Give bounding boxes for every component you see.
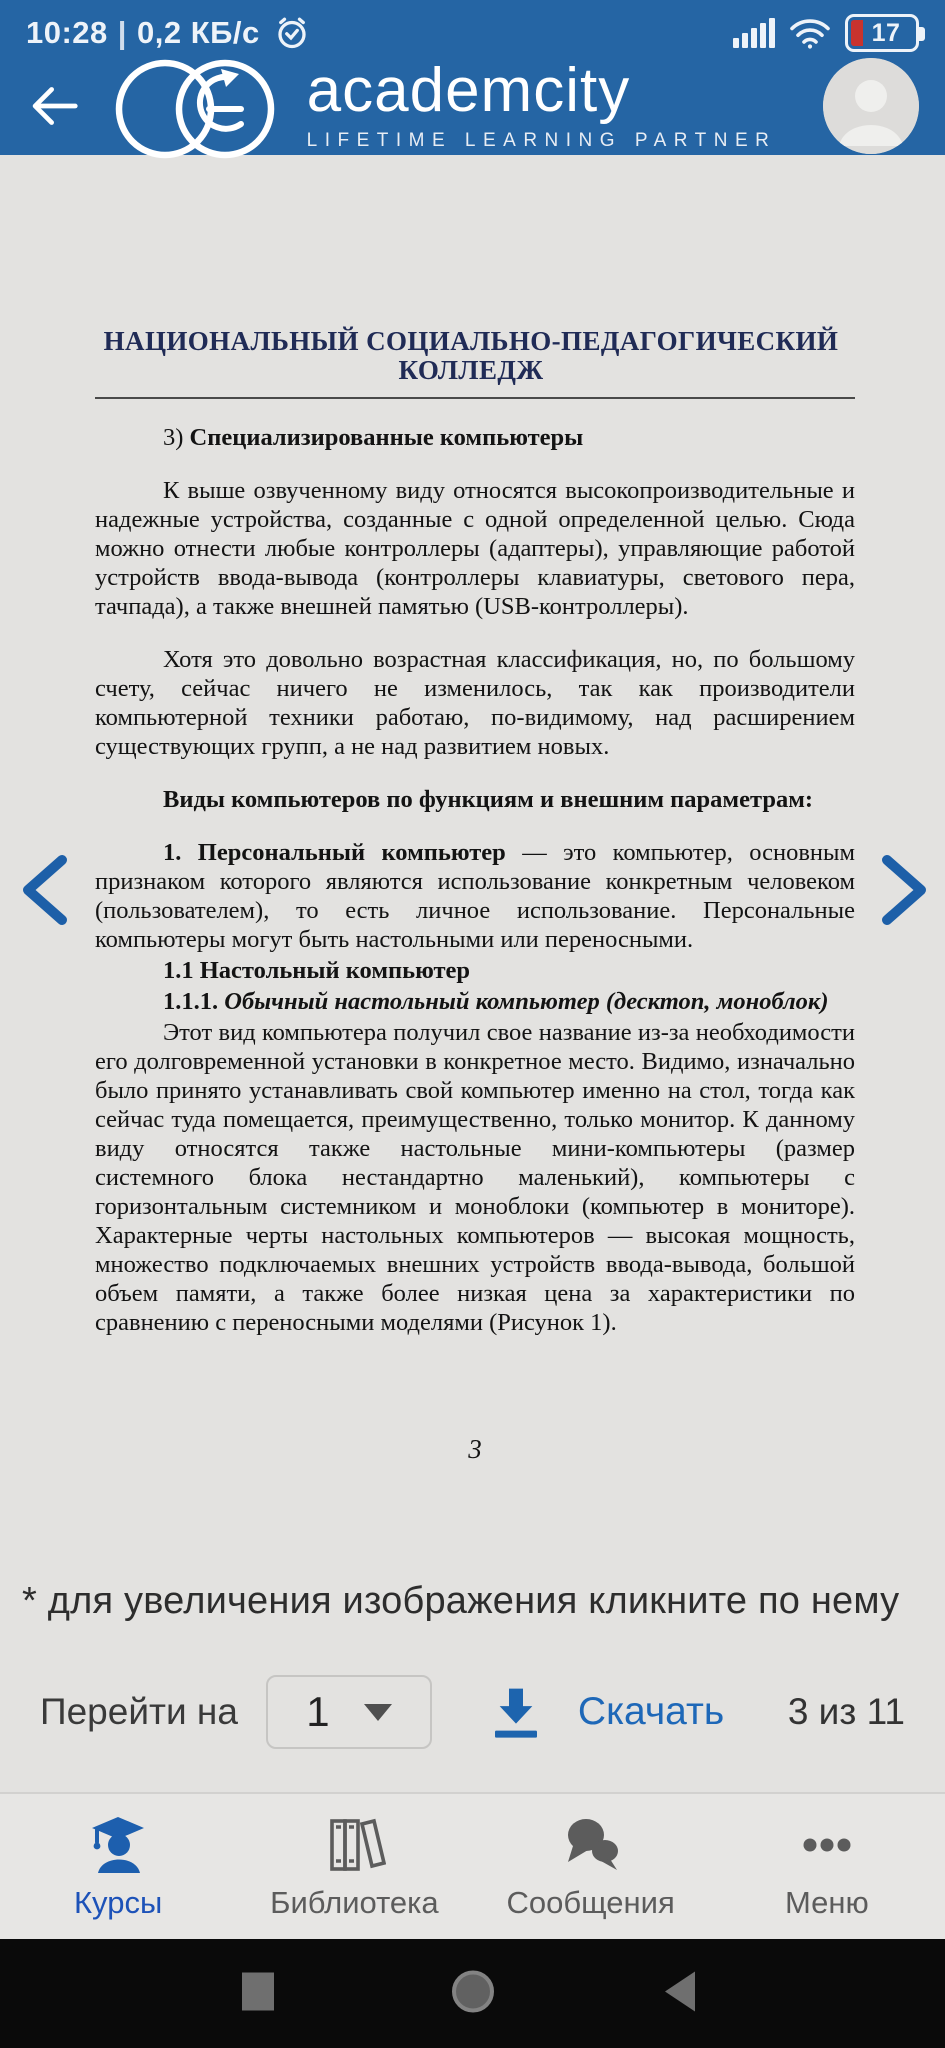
brand-text [306, 55, 777, 152]
header-row [0, 56, 945, 155]
brand-logo [62, 47, 823, 165]
page-select-dropdown[interactable] [266, 1675, 432, 1749]
status-net-speed: 0,2 КБ/с [136, 15, 260, 50]
brand-name: academcity [306, 55, 631, 125]
document-paragraph: Хотя это довольно возрастная классификация, но, по большому счету, сейчас ничего не изменилось, так как производители компьютерной техники работаю, по-видимому, над расширением существующих групп, а не над развитием новых. [95, 646, 855, 760]
home-circle-icon [450, 1968, 496, 2014]
signal-strength-icon [733, 18, 775, 48]
page-select-value: 1 [306, 1688, 330, 1735]
nav-item-library[interactable] [236, 1794, 472, 1939]
pager-controls [0, 1660, 945, 1764]
android-home-button[interactable] [450, 1968, 496, 2019]
battery-level-fill [851, 20, 863, 46]
document-paragraph: Этот вид компьютера получил свое название из-за необходимости его долговременной установки в конкретное место. Видимо, изначально было принято устанавливать свой компьютер именно на стол, тогда как сейчас туда помещается, преимущественно, только монитор. К данному виду относятся также настольные мини-компьютеры (размер системного блока нестандартно маленький), компьютеры с горизонтальным системником и моноблоки (компьютер в мониторе). Характерные черты настольных компьютеров — высокая мощность, множество подключаемых внешних устройств ввода-вывода, большой объем памяти, а также более низкая цена за характеристики по сравнению с переносными моделями (Рисунок 1). [95, 1019, 855, 1336]
page-indicator: 3 из 11 [787, 1691, 905, 1732]
section-title-text: Специализированные компьютеры [189, 424, 584, 451]
nav-label: Меню [784, 1884, 869, 1920]
dropdown-arrow-icon [364, 1704, 392, 1721]
item-1-lead: 1. Персональный компьютер [163, 839, 506, 866]
avatar-placeholder-icon [823, 58, 919, 154]
download-label[interactable]: Скачать [577, 1690, 725, 1733]
document-page [0, 155, 945, 1464]
section-number: 3) [163, 424, 190, 451]
document-paragraph [95, 838, 855, 954]
download-icon [488, 1684, 544, 1740]
status-time: 10:28 [26, 15, 108, 50]
document-list-heading: Виды компьютеров по функциям и внешним параметрам: [163, 786, 814, 813]
document-paragraph: К выше озвученному виду относятся высокопроизводительные и надежные устройства, созданные с одной определенной целью. Сюда можно отнести любые контроллеры (адаптеры), управляющие работой устройств ввода-вывода (контроллеры клавиатуры, светового пера, тачпада), а также внешней памятью (USB-контроллеры). [95, 477, 855, 620]
app-bar [0, 0, 945, 155]
nav-label: Библиотека [270, 1884, 439, 1920]
item-1-1-1-title: Обычный настольный компьютер (десктоп, моноблок) [224, 988, 829, 1015]
chevron-right-icon [875, 852, 935, 928]
goto-page-label: Перейти на [40, 1691, 238, 1732]
logo-circles-icon [109, 47, 281, 165]
brand-tagline: LIFETIME LEARNING PARTNER [306, 129, 777, 151]
download-button[interactable] [488, 1684, 544, 1740]
next-page-chevron[interactable] [875, 852, 935, 928]
document-college-header: НАЦИОНАЛЬНЫЙ СОЦИАЛЬНО-ПЕДАГОГИЧЕСКИЙ КОЛЛЕДЖ [95, 327, 855, 399]
document-section-title [95, 423, 855, 452]
battery-percent: 17 [871, 18, 901, 47]
avatar[interactable] [823, 58, 919, 154]
books-icon [322, 1813, 386, 1877]
document-page-number: 3 [468, 1434, 482, 1464]
zoom-hint-text: * для увеличения изображения кликните по нему [22, 1580, 900, 1622]
document-item-1-1: 1.1 Настольный компьютер [163, 957, 471, 984]
graduate-icon [86, 1813, 150, 1877]
item-1-1-1-number: 1.1.1. [163, 988, 225, 1015]
android-system-bar [0, 1939, 945, 2048]
android-back-button[interactable] [665, 1971, 695, 2016]
android-recents-button[interactable] [242, 1972, 274, 2015]
item-1-rest: — это компьютер, основным признаком которого являются использование конкретным человеком (пользователем), то есть личное использование. Персональные компьютеры могут быть настольными или переносными. [95, 839, 855, 953]
nav-label: Курсы [74, 1884, 163, 1920]
prev-page-chevron[interactable] [14, 852, 74, 928]
wifi-icon [789, 16, 831, 50]
nav-item-messages[interactable] [473, 1794, 709, 1939]
nav-item-courses[interactable] [0, 1794, 236, 1939]
bottom-nav [0, 1792, 945, 1939]
battery-icon [845, 14, 919, 52]
document-item-1-1-1 [95, 987, 855, 1016]
chat-bubbles-icon [559, 1813, 623, 1877]
status-divider: | [117, 15, 127, 50]
recents-square-icon [242, 1972, 274, 2010]
three-dots-icon [795, 1813, 859, 1877]
chevron-left-icon [14, 852, 74, 928]
nav-item-menu[interactable] [709, 1794, 945, 1939]
back-triangle-icon [665, 1971, 695, 2011]
nav-label: Сообщения [506, 1884, 675, 1920]
